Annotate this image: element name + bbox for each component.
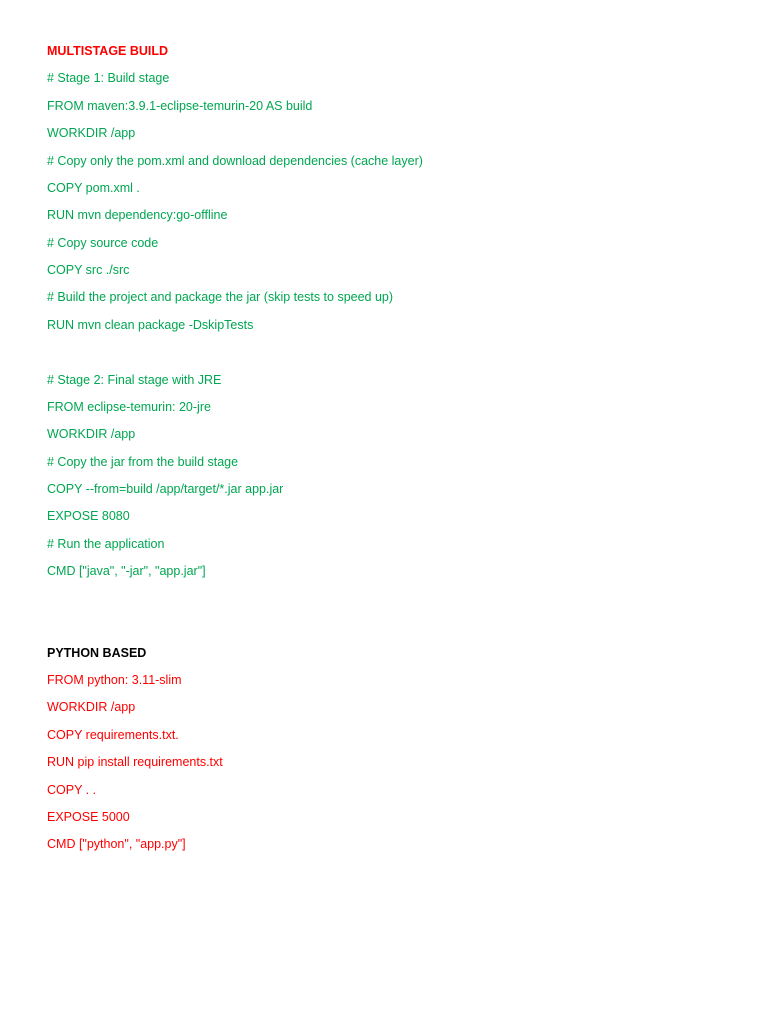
code-line: # Stage 1: Build stage	[47, 71, 170, 85]
code-line: COPY --from=build /app/target/*.jar app.jar	[47, 482, 284, 496]
code-line: WORKDIR /app	[47, 427, 136, 441]
python-heading: PYTHON BASED	[47, 646, 147, 660]
code-line: FROM eclipse-temurin: 20-jre	[47, 400, 211, 414]
code-line: RUN pip install requirements.txt	[47, 755, 223, 769]
code-line: COPY pom.xml .	[47, 181, 140, 195]
code-line: # Stage 2: Final stage with JRE	[47, 373, 222, 387]
code-line: # Copy only the pom.xml and download dependencies (cache layer)	[47, 154, 423, 168]
code-line: # Copy source code	[47, 236, 159, 250]
code-line: COPY requirements.txt.	[47, 728, 179, 742]
code-line: WORKDIR /app	[47, 126, 136, 140]
code-line: # Copy the jar from the build stage	[47, 455, 239, 469]
code-line: EXPOSE 5000	[47, 810, 130, 824]
code-line: # Run the application	[47, 537, 165, 551]
code-line: COPY src ./src	[47, 263, 130, 277]
code-line: CMD ["java", "-jar", "app.jar"]	[47, 564, 206, 578]
code-line: COPY . .	[47, 783, 97, 797]
code-line: # Build the project and package the jar (skip tests to speed up)	[47, 290, 394, 304]
multistage-heading: MULTISTAGE BUILD	[47, 44, 169, 58]
code-line: FROM python: 3.11-slim	[47, 673, 182, 687]
code-line: FROM maven:3.9.1-eclipse-temurin-20 AS build	[47, 99, 313, 113]
code-line: EXPOSE 8080	[47, 509, 130, 523]
code-line: RUN mvn clean package -DskipTests	[47, 318, 254, 332]
code-line: CMD ["python", "app.py"]	[47, 837, 186, 851]
code-line: RUN mvn dependency:go-offline	[47, 208, 228, 222]
code-line: WORKDIR /app	[47, 700, 136, 714]
